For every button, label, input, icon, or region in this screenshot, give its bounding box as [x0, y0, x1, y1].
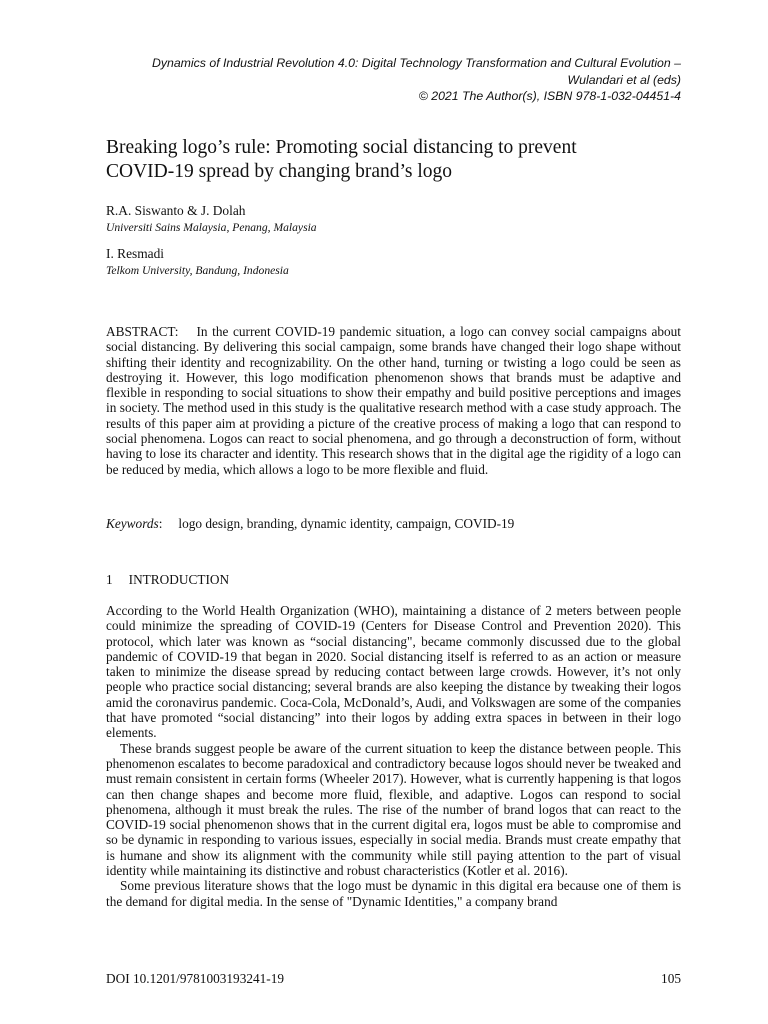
running-header-line: Wulandari et al (eds) — [567, 72, 681, 87]
abstract-text: In the current COVID-19 pandemic situation, a logo can convey social campaigns about social distancing. By delivering this social campaign, some brands have changed their logo shape without shifting their identity and recognizability. On the other hand, turning or twisting a logo could be seen as destroying it. However, this logo modification phenomenon shows that brands must be adaptive and flexible in responding to social situations to show their empathy and build positive perceptions and images in society. The method used in this study is the qualitative research method with a case study approach. The results of this paper aim at providing a picture of the creative process of making a logo that can respond to social phenomena. Logos can react to social phenomena, and go through a deconstruction of form, without having to lose its character and identity. This research shows that in the digital age the rigidity of a logo can be reduced by media, which allows a logo to be more flexible and fluid. — [106, 324, 681, 477]
abstract-label: ABSTRACT: — [106, 324, 179, 339]
body-paragraph: According to the World Health Organization (WHO), maintaining a distance of 2 meters between people could minimize the spreading of COVID-19 (Centers for Disease Control and Prevention 2020). This protocol, which later was known as “social distancing", became commonly discussed due to the global pandemic of COVID-19 that began in 2020. Social distancing itself is referred to as an action or measure taken to minimize the disease spread by reducing contact between large crowds. However, it’s not only people who practice social distancing; several brands are also keeping the distance by tweaking their logos amid the coronavirus pandemic. Coca-Cola, McDonald’s, Audi, and Volkswagen are some of the companies that have promoted “social distancing” into their logos by adding extra spaces in between in their logo elements. — [106, 603, 681, 741]
author-affiliation: Universiti Sains Malaysia, Penang, Malaysia — [106, 221, 317, 234]
body-paragraph: Some previous literature shows that the logo must be dynamic in this digital era because one of them is the demand for digital media. In the sense of "Dynamic Identities," a company brand — [106, 878, 681, 909]
paper-title-line: Breaking logo’s rule: Promoting social distancing to prevent — [106, 137, 577, 158]
running-header — [106, 55, 681, 105]
section-number: 1 — [106, 572, 113, 587]
page-number: 105 — [661, 971, 681, 986]
body-text — [106, 603, 681, 909]
author-names: I. Resmadi — [106, 246, 165, 261]
keywords-label: Keywords — [106, 516, 159, 531]
running-header-line: © 2021 The Author(s), ISBN 978-1-032-04451-4 — [418, 89, 681, 103]
body-paragraph: These brands suggest people be aware of the current situation to keep the distance between people. This phenomenon escalates to become paradoxical and contradictory because logos should never be tweaked and must remain consistent in certain forms (Wheeler 2017). However, what is currently happening is that logos can then change shapes and become more fluid, flexible, and adaptive. Logos can respond to social phenomena, although it must break the rules. The rise of the number of brand logos that can react to the COVID-19 social phenomenon shows that in the current digital era, logos must be able to compromise and so be dynamic in responding to various issues, especially in social media. Brands must create empathy that is humane and show its alignment with the community while still paying attention to the part of visual identity while maintaining its distinctive and robust characteristics (Kotler et al. 2016). — [106, 740, 681, 879]
running-header-line: Dynamics of Industrial Revolution 4.0: Digital Technology Transformation and Cultural Evolution – — [151, 56, 681, 70]
page-footer — [106, 971, 681, 987]
section-title: INTRODUCTION — [128, 572, 230, 587]
section-heading — [106, 572, 229, 588]
paper-title-line: COVID-19 spread by changing brand’s logo — [106, 161, 453, 182]
keywords-separator: : — [158, 516, 163, 531]
abstract — [106, 324, 681, 477]
paper-title — [106, 136, 681, 184]
author-affiliation: Telkom University, Bandung, Indonesia — [106, 264, 289, 277]
doi-text: DOI 10.1201/9781003193241-19 — [106, 971, 285, 986]
author-names: R.A. Siswanto & J. Dolah — [106, 203, 246, 218]
keywords — [106, 516, 681, 532]
keywords-text: logo design, branding, dynamic identity, campaign, COVID-19 — [178, 516, 515, 531]
